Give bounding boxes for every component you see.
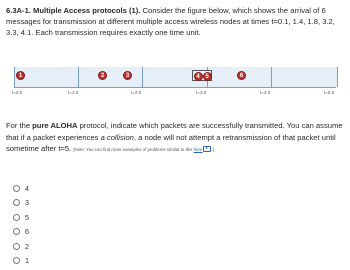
question-number: 6.3A-1. xyxy=(6,6,31,15)
option-label: 1 xyxy=(25,256,29,265)
radio-button[interactable] xyxy=(13,199,20,206)
question-prompt xyxy=(6,120,344,156)
option-label: 6 xyxy=(25,227,29,236)
arrival-pair-4-5 xyxy=(192,70,212,81)
arrival-timeline xyxy=(6,67,336,97)
arrival-marker-4: 4 xyxy=(194,72,203,81)
hint-link[interactable]: here xyxy=(193,147,203,152)
question-body: Consider the figure below, which shows the arrival of 6 messages for transmission at different multiple access wireless nodes at times t=0.1, 1.4, 1.8, 3.2, 3.3, 4.1. Each transmission requires exactly one time unit. xyxy=(6,6,335,37)
radio-button[interactable] xyxy=(13,228,20,235)
question-text xyxy=(6,5,340,38)
answer-option[interactable] xyxy=(13,182,29,194)
arrival-marker-3: 3 xyxy=(123,71,132,80)
prompt-rest: protocol, indicate which packets are successfully transmitted. You can assume that if a packet experiences xyxy=(6,121,343,142)
arrival-marker-5: 5 xyxy=(203,72,212,81)
radio-button[interactable] xyxy=(13,243,20,250)
option-label: 2 xyxy=(25,241,29,251)
answer-option[interactable] xyxy=(13,240,29,252)
hint-note xyxy=(73,147,214,152)
answer-option[interactable] xyxy=(13,255,29,267)
radio-button[interactable] xyxy=(13,257,20,264)
timeline-band xyxy=(14,67,338,87)
prompt-emphasis: pure ALOHA xyxy=(32,121,78,130)
time-label: t=1.0 xyxy=(68,90,79,95)
time-label: t=3.0 xyxy=(196,90,207,95)
time-label: t=5.0 xyxy=(324,90,335,95)
arrival-marker-2: 2 xyxy=(98,71,107,80)
option-label: 3 xyxy=(25,198,29,207)
question-title: Multiple Access protocols (1). xyxy=(33,6,141,15)
timeline-axis xyxy=(14,87,336,88)
video-icon[interactable] xyxy=(203,146,214,152)
time-label: t=0.0 xyxy=(12,90,23,95)
radio-button[interactable] xyxy=(13,214,20,221)
prompt-lead: For the xyxy=(6,121,33,130)
timeline-tick xyxy=(142,67,143,87)
arrival-marker-1: 1 xyxy=(16,71,25,80)
timeline-tick xyxy=(271,67,272,87)
timeline-tick xyxy=(78,67,79,87)
option-label: 4 xyxy=(25,183,29,193)
time-label: t=4.0 xyxy=(260,90,271,95)
answer-option[interactable] xyxy=(13,226,29,238)
hint-end: .] xyxy=(211,147,214,152)
radio-button[interactable] xyxy=(13,185,20,192)
hint-text: [Note: You can find more examples of problems similar to this xyxy=(73,147,194,152)
prompt-tail: , a node will not attempt a retransmission of that packet until sometime after t=5. xyxy=(6,132,336,153)
time-label: t=2.0 xyxy=(131,90,142,95)
prompt-italic: a collision xyxy=(100,132,134,142)
option-label: 5 xyxy=(25,212,29,222)
answer-option[interactable] xyxy=(13,197,29,209)
arrival-marker-6: 6 xyxy=(237,71,246,80)
answer-option[interactable] xyxy=(13,211,29,223)
